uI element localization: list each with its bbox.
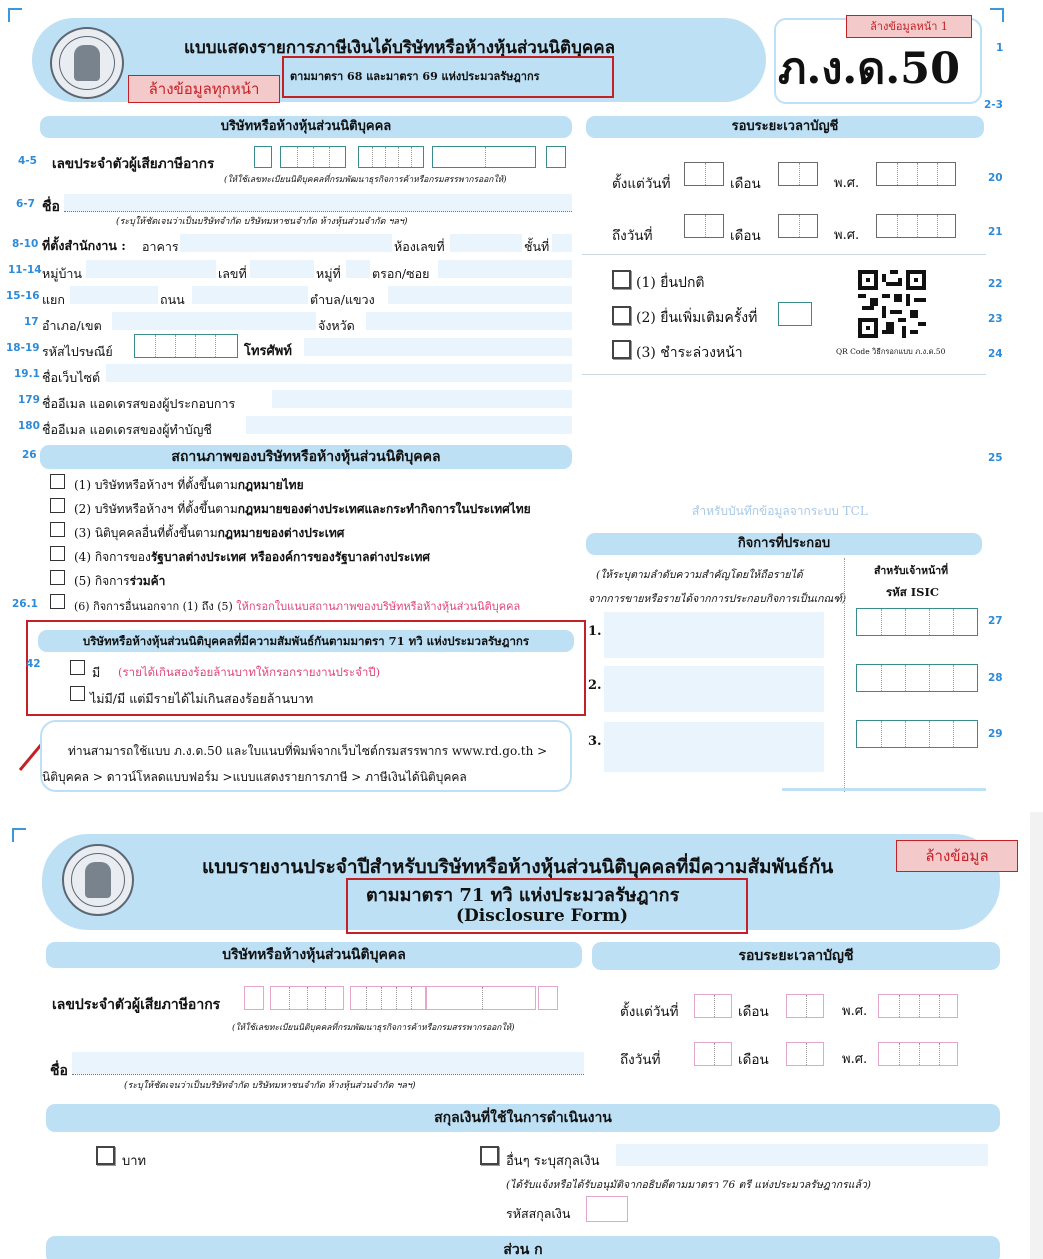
email-accountant-label: ชื่ออีเมล แอดเดรสของผู้ทำบัญชี — [42, 422, 212, 437]
period-section-header: รอบระยะเวลาบัญชี — [586, 116, 984, 138]
currency-code-label: รหัสสกุลเงิน — [506, 1206, 571, 1221]
tax-id-digits-2-5[interactable] — [280, 146, 346, 168]
qr-code-icon[interactable] — [858, 270, 926, 338]
page1-corner-top-left — [8, 8, 22, 22]
page2-corner-top-left — [12, 828, 26, 842]
currency-other-input[interactable] — [616, 1144, 988, 1166]
page1-bottom-divider — [782, 788, 986, 791]
page2-from-month-input[interactable] — [786, 994, 824, 1018]
isic-label: รหัส ISIC — [886, 585, 939, 599]
officer-label: สำหรับเจ้าหน้าที่ — [874, 565, 949, 577]
row-num-26-1: 26.1 — [12, 598, 38, 610]
page2-to-year-label: พ.ศ. — [842, 1052, 868, 1067]
page2-tax-id-digit-13[interactable] — [538, 986, 558, 1010]
row-num-4-5: 4-5 — [18, 155, 37, 167]
business-item-2-input[interactable] — [604, 666, 824, 712]
status-1-checkbox[interactable] — [50, 474, 65, 489]
page1-title: แบบแสดงรายการภาษีเงินได้บริษัทหรือห้างหุ้นส่วนนิติบุคคล — [184, 38, 616, 58]
road-label: ถนน — [160, 292, 185, 307]
filing-normal-label: (1) ยื่นปกติ — [636, 275, 705, 291]
postcode-input[interactable] — [134, 334, 238, 358]
page2-title2: ตามมาตรา 71 ทวิ แห่งประมวลรัษฎากร — [366, 885, 680, 906]
page2-name-label: ชื่อ — [50, 1063, 68, 1079]
qr-caption: QR Code วิธีกรอกแบบ ภ.ง.ด.50 — [836, 347, 946, 356]
currency-section-header: สกุลเงินที่ใช้ในการดำเนินงาน — [46, 1104, 1000, 1132]
soi-input[interactable] — [438, 260, 572, 278]
house-no-label: เลขที่ — [218, 266, 247, 281]
room-label: ห้องเลขที่ — [394, 239, 445, 254]
office-label: ที่ตั้งสำนักงาน : — [42, 238, 126, 253]
moo-input[interactable] — [346, 260, 370, 278]
page1-subtitle-highlight — [282, 56, 614, 98]
name-dots — [64, 211, 572, 212]
phone-input[interactable] — [304, 338, 572, 356]
yaek-input[interactable] — [70, 286, 158, 304]
business-column-divider — [844, 558, 845, 792]
status-5-checkbox[interactable] — [50, 570, 65, 585]
district-input[interactable] — [112, 312, 316, 330]
tax-id-note: (ให้ใช้เลขทะเบียนนิติบุคคลที่กรมพัฒนาธุรกิจการค้าหรือกรมสรรพากรออกให้) — [224, 175, 507, 185]
village-label: หมู่บ้าน — [42, 266, 82, 281]
website-input[interactable] — [106, 364, 572, 382]
part-a-header: ส่วน ก — [46, 1236, 1000, 1259]
page2-from-month-label: เดือน — [738, 1004, 769, 1020]
postcode-label: รหัสไปรษณีย์ — [42, 344, 113, 359]
subdistrict-input[interactable] — [388, 286, 572, 304]
tcl-note: สำหรับบันทึกข้อมูลจากระบบ TCL — [692, 504, 868, 518]
filing-prepayment-label: (3) ชำระล่วงหน้า — [636, 345, 743, 361]
page1-subtitle: ตามมาตรา 68 และมาตรา 69 แห่งประมวลรัษฎากร — [290, 70, 540, 83]
moo-label: หมู่ที่ — [316, 266, 341, 281]
row-num-6-7: 6-7 — [16, 198, 35, 210]
status-2-checkbox[interactable] — [50, 498, 65, 513]
status-5-label: (5) กิจการร่วมค้า — [74, 574, 166, 588]
page2-company-header: บริษัทหรือห้างหุ้นส่วนนิติบุคคล — [46, 942, 582, 968]
room-input[interactable] — [450, 234, 522, 252]
from-year-input[interactable] — [876, 162, 956, 186]
row-num-28: 28 — [988, 672, 1003, 684]
district-label: อำเภอ/เขต — [42, 318, 102, 333]
company-section-header: บริษัทหรือห้างหุ้นส่วนนิติบุคคล — [40, 116, 572, 138]
name-label: ชื่อ — [42, 199, 60, 215]
business-item-2-label: 2. — [588, 678, 602, 693]
page2-name-input[interactable] — [72, 1052, 584, 1074]
filing-normal-checkbox[interactable] — [612, 270, 631, 289]
row-num-8-10: 8-10 — [12, 238, 39, 250]
row-num-42: 42 — [26, 658, 41, 670]
page2-from-day-input[interactable] — [694, 994, 732, 1018]
row-num-17: 17 — [24, 316, 39, 328]
tax-id-digits-6-10[interactable] — [358, 146, 424, 168]
clear-page1-button[interactable]: ล้างข้อมูลหน้า 1 — [846, 15, 972, 38]
website-label: ชื่อเว็บไซต์ — [42, 370, 101, 385]
row-num-27: 27 — [988, 615, 1003, 627]
filing-additional-checkbox[interactable] — [612, 306, 631, 325]
subdistrict-label: ตำบล/แขวง — [310, 292, 375, 307]
row-num-24: 24 — [988, 348, 1003, 360]
to-day-input[interactable] — [684, 214, 724, 238]
email-filer-label: ชื่ออีเมล แอดเดรสของผู้ประกอบการ — [42, 396, 236, 411]
tax-id-digits-11-12[interactable] — [432, 146, 536, 168]
page2-tax-id-note: (ให้ใช้เลขทะเบียนนิติบุคคลที่กรมพัฒนาธุรกิจการค้าหรือกรมสรรพากรออกให้) — [232, 1023, 515, 1033]
page2-from-day-label: ตั้งแต่วันที่ — [620, 1004, 679, 1020]
page1-corner-top-right — [990, 8, 1004, 22]
form-code: ภ.ง.ด.50 — [778, 44, 961, 94]
soi-label: ตรอก/ซอย — [372, 266, 430, 281]
business-note-2: จากการขายหรือรายได้จากการประกอบกิจการเป็นเกณฑ์) — [588, 593, 847, 605]
row-num-26: 26 — [22, 449, 37, 461]
page2-title-highlight — [346, 878, 748, 934]
to-month-input[interactable] — [778, 214, 818, 238]
to-year-input[interactable] — [876, 214, 956, 238]
name-input[interactable] — [64, 194, 572, 212]
status-3-label: (3) นิติบุคคลอื่นที่ตั้งขึ้นตามกฎหมายของต่างประเทศ — [74, 526, 345, 540]
currency-code-input[interactable] — [586, 1196, 628, 1222]
name-note: (ระบุให้ชัดเจนว่าเป็นบริษัทจำกัด บริษัทมหาชนจำกัด ห้างหุ้นส่วนจำกัด ฯลฯ) — [116, 217, 408, 227]
page2-to-year-input[interactable] — [878, 1042, 958, 1066]
business-item-3-label: 3. — [588, 734, 602, 749]
row-num-11-14: 11-14 — [8, 264, 42, 276]
from-day-input[interactable] — [684, 162, 724, 186]
province-input[interactable] — [366, 312, 572, 330]
isic-1-input[interactable] — [856, 608, 978, 636]
to-month-label: เดือน — [730, 228, 761, 244]
from-year-label: พ.ศ. — [834, 176, 860, 191]
page2-title3: (Disclosure Form) — [456, 906, 629, 926]
to-year-label: พ.ศ. — [834, 228, 860, 243]
status-1-label: (1) บริษัทหรือห้างฯ ที่ตั้งขึ้นตามกฎหมายไทย — [74, 478, 304, 492]
email-filer-input[interactable] — [272, 390, 572, 408]
email-accountant-input[interactable] — [246, 416, 572, 434]
related-yes-label: มี — [92, 665, 101, 680]
isic-2-input[interactable] — [856, 664, 978, 692]
currency-baht-label: บาท — [122, 1154, 147, 1169]
page2-clear-button[interactable]: ล้างข้อมูล — [896, 840, 1018, 872]
filing-additional-count-input[interactable] — [778, 302, 812, 326]
revenue-dept-seal-icon — [50, 27, 124, 99]
business-section-header: กิจการที่ประกอบ — [586, 533, 982, 555]
building-label: อาคาร — [142, 239, 179, 254]
floor-label: ชั้นที่ — [524, 239, 550, 254]
page2-to-day-label: ถึงวันที่ — [620, 1052, 661, 1068]
page2-tax-id-digits-2-5[interactable] — [270, 986, 344, 1010]
period-divider — [582, 254, 986, 255]
filing-divider — [582, 374, 986, 375]
status-6-checkbox[interactable] — [50, 594, 65, 609]
business-item-1-label: 1. — [588, 624, 602, 639]
row-num-15-16: 15-16 — [6, 290, 40, 302]
related-no-checkbox[interactable] — [70, 686, 85, 701]
row-num-25: 25 — [988, 452, 1003, 464]
row-num-179: 179 — [18, 394, 40, 406]
filing-prepayment-checkbox[interactable] — [612, 340, 631, 359]
business-note-1: (ให้ระบุตามลำดับความสำคัญโดยให้ถือรายได้ — [596, 569, 803, 581]
row-num-20: 20 — [988, 172, 1003, 184]
province-label: จังหวัด — [318, 318, 355, 333]
currency-other-label: อื่นๆ ระบุสกุลเงิน — [506, 1154, 600, 1169]
business-item-1-input[interactable] — [604, 612, 824, 658]
page2-from-year-label: พ.ศ. — [842, 1004, 868, 1019]
row-num-23: 23 — [988, 313, 1003, 325]
related-yes-note: (รายได้เกินสองร้อยล้านบาทให้กรอกรายงานประจำปี) — [118, 665, 381, 679]
clear-all-pages-button[interactable]: ล้างข้อมูลทุกหน้า — [128, 75, 280, 103]
page2-name-dots — [72, 1074, 584, 1075]
row-num-21: 21 — [988, 226, 1003, 238]
related-section-header: บริษัทหรือห้างหุ้นส่วนนิติบุคคลที่มีความสัมพันธ์กันตามมาตรา 71 ทวิ แห่งประมวลรัษฎากร — [38, 630, 574, 652]
row-num-2-3: 2-3 — [984, 99, 1003, 111]
related-no-label: ไม่มี/มี แต่มีรายได้ไม่เกินสองร้อยล้านบาท — [90, 691, 314, 706]
floor-input[interactable] — [552, 234, 572, 252]
row-num-22: 22 — [988, 278, 1003, 290]
building-input[interactable] — [180, 234, 392, 252]
status-4-label: (4) กิจการของรัฐบาลต่างประเทศ หรือองค์การของรัฐบาลต่างประเทศ — [74, 550, 430, 564]
page2-to-month-label: เดือน — [738, 1052, 769, 1068]
row-num-18-19: 18-19 — [6, 342, 40, 354]
status-6-label: (6) กิจการอื่นนอกจาก (1) ถึง (5) ให้กรอกใบแนบสถานภาพของบริษัทหรือห้างหุ้นส่วนนิติบุคคล — [74, 600, 521, 613]
row-num-180: 180 — [18, 420, 40, 432]
page2-tax-id-digit-1[interactable] — [244, 986, 264, 1010]
page2-to-day-input[interactable] — [694, 1042, 732, 1066]
page2-revenue-dept-seal-icon — [62, 844, 134, 916]
from-month-label: เดือน — [730, 176, 761, 192]
tax-id-label: เลขประจำตัวผู้เสียภาษีอากร — [52, 156, 215, 172]
tax-id-digit-1[interactable] — [254, 146, 272, 168]
page2-from-year-input[interactable] — [878, 994, 958, 1018]
from-month-input[interactable] — [778, 162, 818, 186]
related-yes-checkbox[interactable] — [70, 660, 85, 675]
business-item-3-input[interactable] — [604, 722, 824, 772]
page2-title: แบบรายงานประจำปีสำหรับบริษัทหรือห้างหุ้นส่วนนิติบุคคลที่มีความสัมพันธ์กัน — [202, 856, 834, 878]
road-input[interactable] — [192, 286, 308, 304]
status-section-header: สถานภาพของบริษัทหรือห้างหุ้นส่วนนิติบุคคล — [40, 445, 572, 469]
to-day-label: ถึงวันที่ — [612, 228, 653, 244]
website-note-line1: ท่านสามารถใช้แบบ ภ.ง.ด.50 และใบแนบที่พิมพ์จากเว็บไซต์กรมสรรพากร www.rd.go.th > — [68, 744, 548, 758]
house-no-input[interactable] — [250, 260, 314, 278]
currency-note: (ได้รับแจ้งหรือได้รับอนุมัติจากอธิบดีตามมาตรา 76 ตรี แห่งประมวลรัษฎากรแล้ว) — [506, 1179, 871, 1191]
page2-name-note: (ระบุให้ชัดเจนว่าเป็นบริษัทจำกัด บริษัทมหาชนจำกัด ห้างหุ้นส่วนจำกัด ฯลฯ) — [124, 1081, 416, 1091]
village-input[interactable] — [86, 260, 216, 278]
page2-tax-id-label: เลขประจำตัวผู้เสียภาษีอากร — [52, 997, 221, 1013]
phone-label: โทรศัพท์ — [244, 344, 292, 359]
isic-3-input[interactable] — [856, 720, 978, 748]
status-3-checkbox[interactable] — [50, 522, 65, 537]
page2-right-gutter — [1030, 812, 1043, 1259]
page2-period-header: รอบระยะเวลาบัญชี — [592, 942, 1000, 970]
page2-tax-id-digits-6-10[interactable] — [350, 986, 426, 1010]
currency-other-checkbox[interactable] — [480, 1146, 499, 1165]
status-4-checkbox[interactable] — [50, 546, 65, 561]
currency-baht-checkbox[interactable] — [96, 1146, 115, 1165]
row-num-1: 1 — [996, 42, 1004, 54]
row-num-29: 29 — [988, 728, 1003, 740]
page2-to-month-input[interactable] — [786, 1042, 824, 1066]
filing-additional-label: (2) ยื่นเพิ่มเติมครั้งที่ — [636, 310, 758, 326]
yaek-label: แยก — [42, 292, 65, 307]
tax-id-digit-13[interactable] — [546, 146, 566, 168]
page2-tax-id-digits-11-12[interactable] — [426, 986, 536, 1010]
status-2-label: (2) บริษัทหรือห้างฯ ที่ตั้งขึ้นตามกฎหมายของต่างประเทศและกระทำกิจการในประเทศไทย — [74, 502, 531, 516]
website-note-line2: นิติบุคคล > ดาวน์โหลดแบบฟอร์ม >แบบแสดงรายการภาษี > ภาษีเงินได้นิติบุคคล — [42, 770, 467, 784]
row-num-19-1: 19.1 — [14, 368, 40, 380]
from-day-label: ตั้งแต่วันที่ — [612, 176, 671, 192]
